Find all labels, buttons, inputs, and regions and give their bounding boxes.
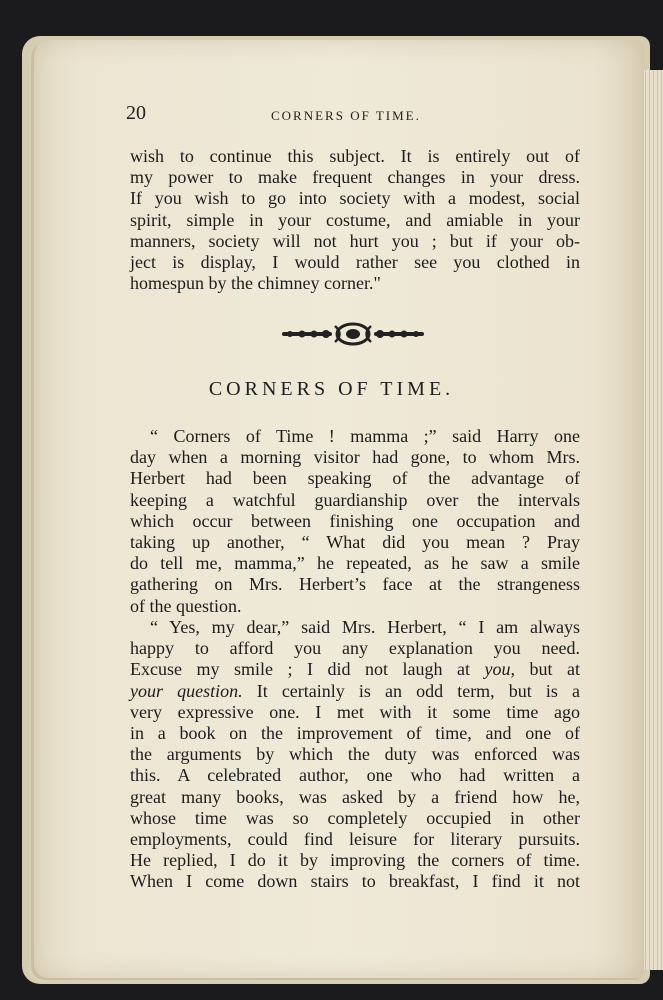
running-title: CORNERS OF TIME. [271, 108, 421, 123]
text-line: happy to afford you any explanation you need. [130, 638, 580, 659]
text-line: do tell me, mamma,” he repeated, as he saw a smile [130, 553, 580, 574]
italic-text: you, [484, 659, 515, 680]
text-line: employments, could find leisure for literary pursuits. [130, 829, 580, 850]
text-line: the arguments by which the duty was enforced was [130, 744, 580, 765]
page-number: 20 [126, 102, 146, 124]
text-line: manners, society will not hurt you ; but if your ob- [130, 230, 580, 251]
text-run: Excuse my smile ; I did not laugh at [130, 659, 485, 680]
text-line: which occur between finishing one occupation and [130, 510, 580, 531]
text-line [130, 681, 580, 702]
text-line: Herbert had been speaking of the advantage of [130, 468, 580, 489]
text-line: whose time was so completely occupied in other [130, 807, 580, 828]
text-line: great many books, was asked by a friend how he, [130, 786, 580, 807]
text-line: my power to make frequent changes in your dress. [130, 167, 580, 188]
text-line: He replied, I do it by improving the corners of time. [130, 850, 580, 871]
page-header [126, 102, 576, 132]
text-line: in a book on the improvement of time, and one of [130, 723, 580, 744]
text-run: but at [514, 659, 580, 680]
text-line: wish to continue this subject. It is entirely out of [130, 146, 580, 166]
text-line: If you wish to go into society with a modest, social [130, 188, 580, 209]
top-paragraph [130, 146, 580, 294]
text-line: ject is display, I would rather see you clothed in [130, 252, 580, 273]
text-line [130, 659, 580, 680]
text-line: homespun by the chimney corner." [130, 273, 381, 294]
paragraph-1 [130, 426, 580, 617]
text-line: taking up another, “ What did you mean ? Pray [130, 532, 580, 553]
paragraph-2 [130, 617, 580, 893]
section-title: CORNERS OF TIME. [208, 378, 455, 400]
text-line: “ Corners of Time ! mamma ;” said Harry one [150, 426, 580, 446]
text-line: “ Yes, my dear,” said Mrs. Herbert, “ I am always [150, 617, 580, 637]
text-line: keeping a watchful guardianship over the intervals [130, 489, 580, 510]
text-line: spirit, simple in your costume, and amiable in your [130, 209, 580, 230]
text-line: day when a morning visitor had gone, to whom Mrs. [130, 447, 580, 468]
text-line: very expressive one. I met with it some time ago [130, 701, 580, 722]
italic-text: your question. [130, 680, 243, 701]
text-run: It certainly is an odd term, but is a [242, 680, 581, 701]
ornament-divider [280, 322, 426, 346]
text-line: of the question. [130, 595, 242, 616]
text-line: When I come down stairs to breakfast, I find it not [130, 871, 580, 892]
text-line: gathering on Mrs. Herbert’s face at the strangeness [130, 574, 580, 595]
text-line: this. A celebrated author, one who had written a [130, 765, 580, 786]
